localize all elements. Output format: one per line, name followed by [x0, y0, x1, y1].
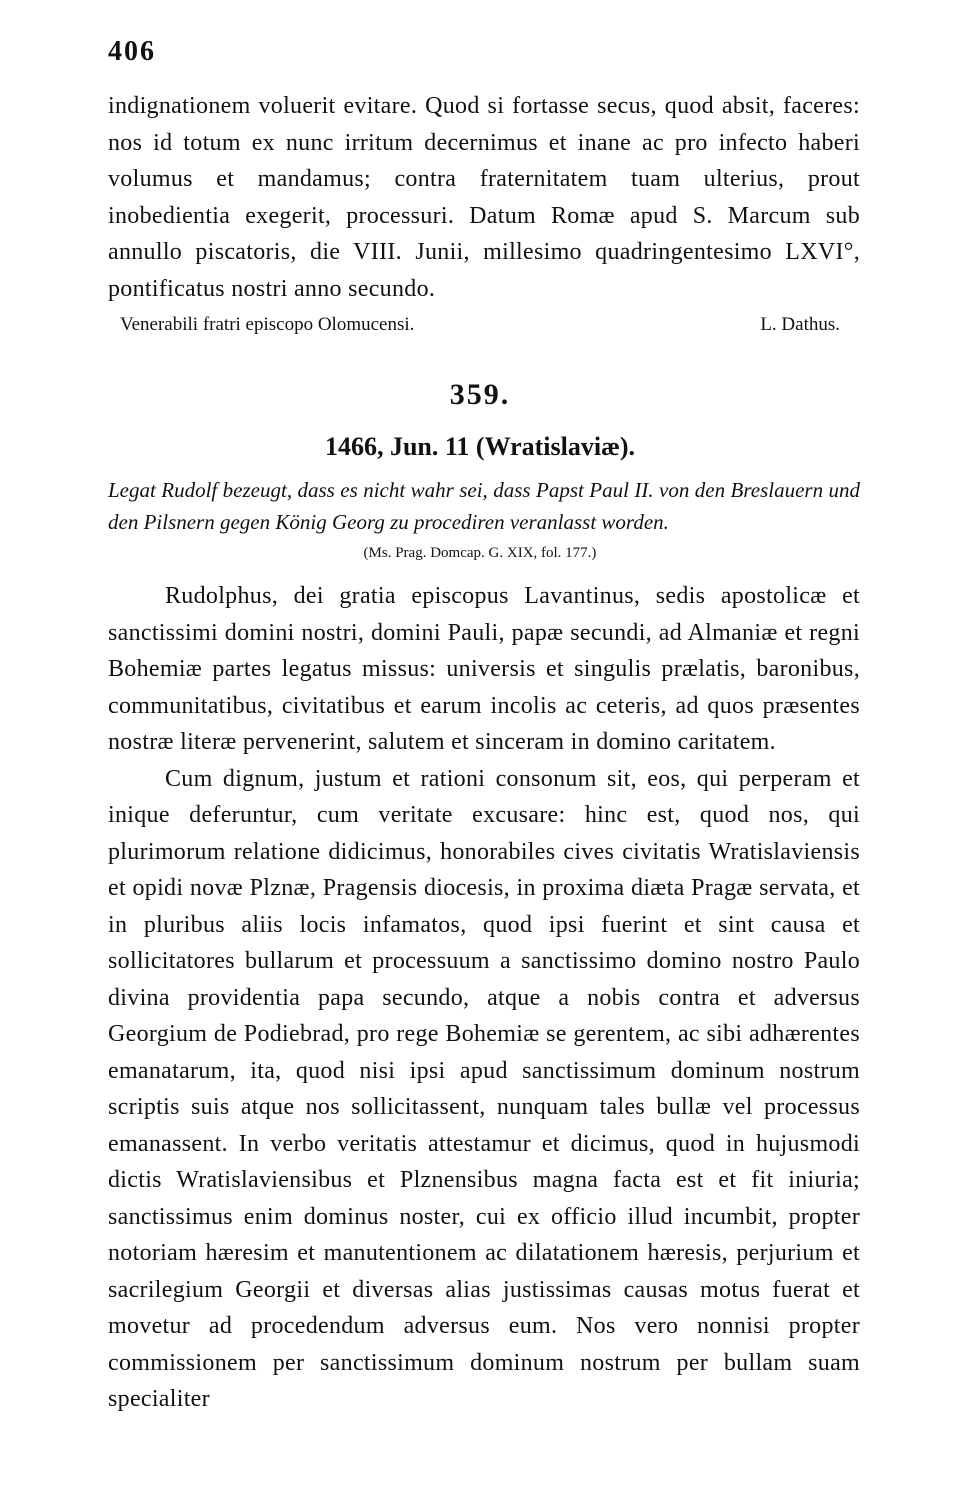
document-summary: Legat Rudolf bezeugt, dass es nicht wahr sei, dass Papst Paul II. von den Breslauern und den Pilsnern gegen König Georg zu procediren veranlasst worden.: [108, 478, 860, 534]
manuscript-source: (Ms. Prag. Domcap. G. XIX, fol. 177.): [363, 545, 597, 561]
opening-paragraph: [108, 88, 860, 307]
opening-paragraph-text: indignationem voluerit evitare. Quod si fortasse secus, quod absit, faceres: nos id totum ex nunc irritum decernimus et inane ac pro infecto haberi volumus et mandamus; contra fraternitatem tuam ulterius, prout inobedientia exegerit, processuri. Datum Romæ apud S. Marcum sub annullo piscatoris, die VIII. Junii, millesimo quadringentesimo LXVI°, pontificatus nostri anno secundo.: [108, 93, 860, 302]
address-line: [120, 314, 840, 336]
document-number: 359.: [449, 378, 511, 411]
recipient-address: Venerabili fratri episcopo Olomucensi.: [120, 314, 415, 335]
salutation-paragraph: Rudolphus, dei gratia episcopus Lavantinus, sedis apostolicæ et sanctissimi domini nostri, domini Pauli, papæ secundi, ad Almaniæ et regni Bohemiæ partes legatus missus: universis et singulis prælatis, baronibus, communitatibus, civitatibus et earum incolis ac ceteris, ad quos præsentes nostræ literæ pervenerint, salutem et sinceram in domino caritatem.: [108, 583, 860, 755]
document-date: 1466, Jun. 11 (Wratislaviæ).: [324, 432, 636, 461]
signature: L. Dathus.: [760, 314, 840, 335]
body-paragraph: Cum dignum, justum et rationi consonum sit, eos, qui perperam et inique deferuntur, cum veritate excusare: hinc est, quod nos, qui plurimorum relatione didicimus, honorabiles cives civitatis Wratislaviensis et opidi novæ Plznæ, Pragensis diocesis, in proxima diæta Pragæ servata, et in pluribus aliis locis infamatos, quod ipsi fuerint et sint causa et sollicitatores bullarum et processuum a sanctissimo domino nostro Paulo divina providentia papa secundo, atque a nobis contra et adversus Georgium de Podiebrad, pro rege Bohemiæ se gerentem, ac sibi adhærentes emanatarum, ita, quod nisi ipsi apud sanctissimum dominum nostrum scriptis suis atque nos sollicitassent, nunquam tales bullæ vel processus emanassent. In verbo veritatis attestamur et dicimus, quod in hujusmodi dictis Wratislaviensibus et Plznensibus magna facta est et fit iniuria; sanctissimus enim dominus noster, cui ex officio illud incumbit, propter notoriam hæresim et manutentionem ac dilatationem hæresis, perjurium et sacrilegium Georgii et diversas alias justissimas causas motus fuerat et movetur ad procedendum adversus eum. Nos vero nonnisi propter commissionem per sanctissimum dominum nostrum per bullam suam specialiter: [108, 765, 860, 1412]
main-text: [108, 578, 860, 1418]
page-number: 406: [108, 36, 156, 67]
